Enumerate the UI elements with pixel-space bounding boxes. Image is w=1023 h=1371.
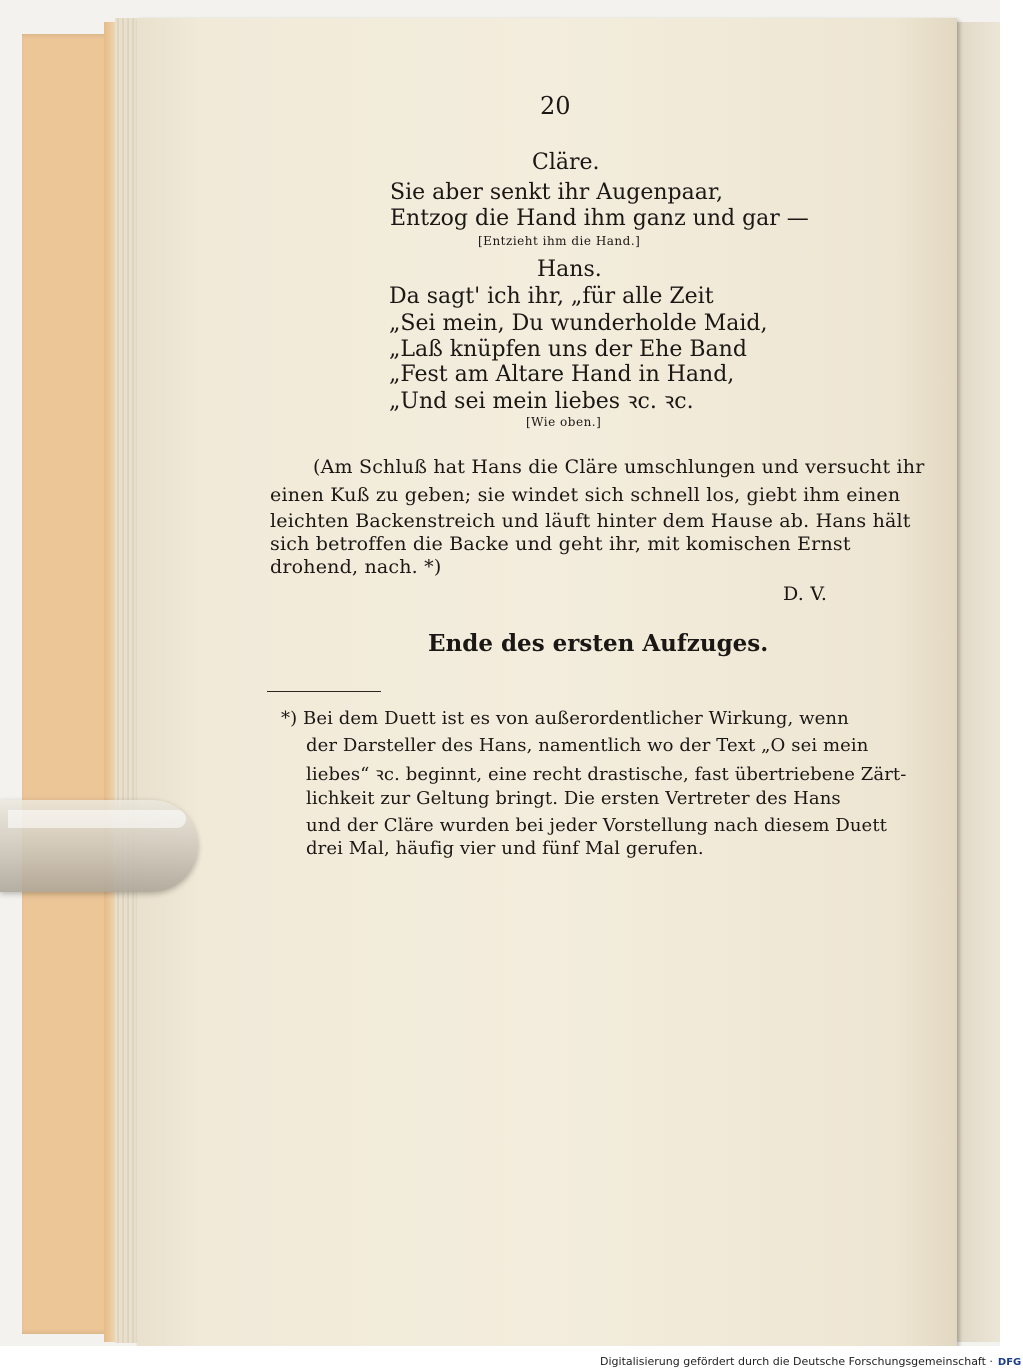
act-end-heading: Ende des ersten Aufzuges. [428, 630, 769, 657]
verse-line: Sie aber senkt ihr Augenpaar, [390, 180, 723, 205]
speaker-hans: Hans. [537, 257, 602, 282]
direction-line: sich betroffen die Backe und geht ihr, mit komischen Ernst [270, 533, 851, 555]
footnote-line: der Darsteller des Hans, namentlich wo der Text „O sei mein [306, 735, 869, 756]
footnote-rule [267, 691, 381, 692]
verse-line: „Laß knüpfen uns der Ehe Band [389, 337, 747, 362]
page-stack [115, 18, 139, 1343]
digitization-credit-text: Digitalisierung gefördert durch die Deutsche Forschungsgemeinschaft · [600, 1355, 993, 1368]
footnote-line: *) Bei dem Duett ist es von außerordentlicher Wirkung, wenn [281, 708, 849, 729]
initials: D. V. [783, 583, 828, 605]
dfg-logo: DFG [997, 1357, 1022, 1368]
direction-line: drohend, nach. *) [270, 556, 442, 578]
stage-direction: [Wie oben.] [526, 415, 602, 429]
footnote-line: drei Mal, häufig vier und fünf Mal gerufen. [306, 838, 704, 859]
page-number: 20 [540, 92, 571, 120]
verse-line: Da sagt' ich ihr, „für alle Zeit [389, 284, 714, 309]
direction-line: leichten Backenstreich und läuft hinter dem Hause ab. Hans hält [270, 510, 911, 532]
footnote-line: und der Cläre wurden bei jeder Vorstellung nach diesem Duett [306, 815, 887, 836]
direction-line: einen Kuß zu geben; sie windet sich schnell los, giebt ihm einen [270, 484, 901, 506]
footnote-line: liebes“ ꝛc. beginnt, eine recht drastische, fast übertriebene Zärt- [306, 764, 907, 785]
stage-direction: [Entzieht ihm die Hand.] [478, 234, 641, 248]
speaker-claere: Cläre. [532, 150, 600, 175]
direction-line: (Am Schluß hat Hans die Cläre umschlungen und versucht ihr [313, 456, 925, 478]
verse-line: „Und sei mein liebes ꝛc. ꝛc. [389, 389, 694, 414]
verse-line: Entzog die Hand ihm ganz und gar — [390, 206, 809, 231]
verse-line: „Fest am Altare Hand in Hand, [389, 362, 735, 387]
footnote-line: lichkeit zur Geltung bringt. Die ersten Vertreter des Hans [306, 788, 841, 809]
verse-line: „Sei mein, Du wunderholde Maid, [389, 311, 768, 336]
glass-page-holder-highlight [8, 810, 186, 828]
digitization-credit [600, 1353, 1022, 1371]
